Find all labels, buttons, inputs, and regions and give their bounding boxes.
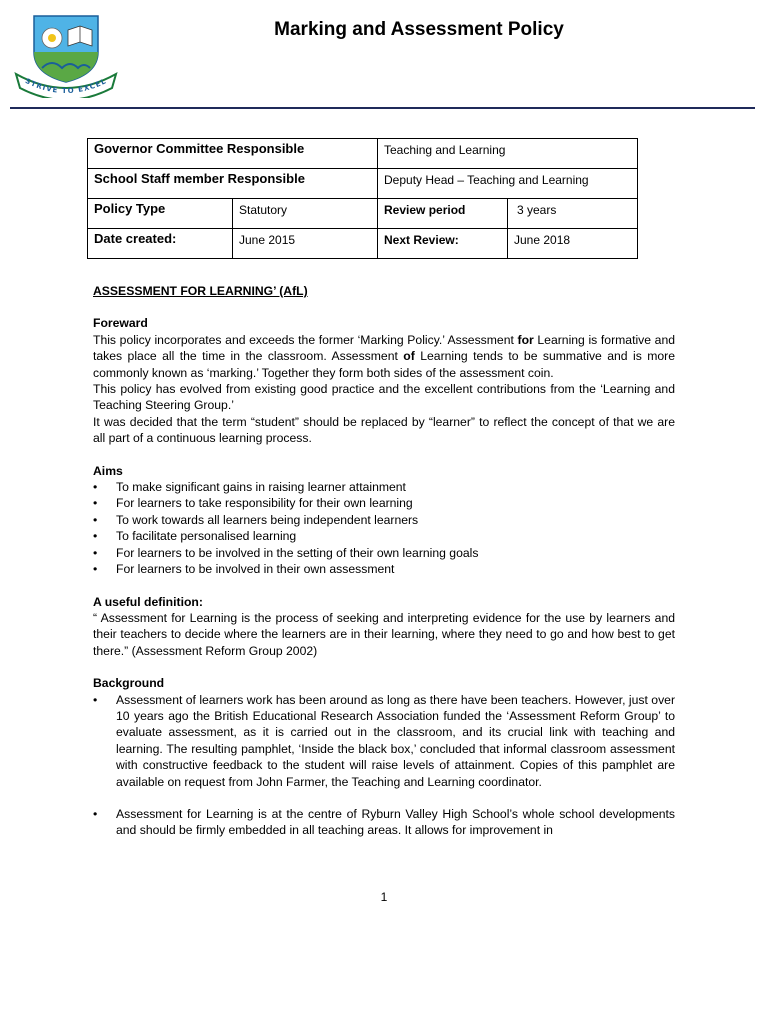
- policy-type-label: Policy Type: [88, 199, 233, 229]
- list-item: • For learners to be involved in the setting of their own learning goals: [93, 545, 479, 560]
- staff-value: Deputy Head – Teaching and Learning: [378, 169, 638, 199]
- policy-type-value: Statutory: [233, 199, 378, 229]
- bullet-icon: •: [93, 480, 98, 495]
- background-heading: Background: [93, 676, 165, 691]
- list-item: • For learners to be involved in their own assessment: [93, 562, 395, 577]
- page-title: Marking and Assessment Policy: [274, 19, 564, 40]
- list-item: • To make significant gains in raising learner attainment: [93, 480, 406, 495]
- list-item: • Assessment of learners work has been around as long as there have been teachers. However, just over 10 years ago the British Educational Research Association funded the ‘Assessment Reform Group’ to evaluate assessment, as it is carried out in the classroom, and its crucial link with teaching and learning. The resulting pamphlet, ‘Inside the black box,’ concluded that informal classroom assessment with constructive feedback to the student will raise levels of attainment. Copies of this pamphlet are available on request from John Farmer, the Teaching and Learning coordinator.: [93, 692, 675, 789]
- aims-heading: Aims: [93, 463, 123, 478]
- next-review-label: Next Review:: [378, 229, 508, 259]
- table-row: [88, 139, 638, 169]
- foreward-heading: Foreward: [93, 316, 148, 331]
- rose-icon: [42, 28, 62, 48]
- table-row: [88, 169, 638, 199]
- policy-body: [93, 283, 675, 839]
- policy-info-table: [87, 138, 638, 259]
- list-item: • To facilitate personalised learning: [93, 529, 297, 544]
- definition-heading: A useful definition:: [93, 594, 203, 609]
- bullet-icon: •: [93, 692, 98, 707]
- bullet-icon: •: [93, 545, 98, 560]
- school-logo: [12, 12, 120, 98]
- bullet-icon: •: [93, 496, 98, 511]
- logo-motto: STRIVE TO EXCEL: [23, 77, 109, 96]
- date-created-label: Date created:: [88, 229, 233, 259]
- next-review-value: June 2018: [508, 229, 638, 259]
- foreward-paragraph-1: This policy incorporates and exceeds the former ‘Marking Policy.’ Assessment for Learning is formative and takes place all the time in the classroom. Assessment of Learning tends to be summative and is more commonly known as ‘marking.’ Together they form both sides of the assessment coin.: [93, 332, 676, 380]
- review-period-label: Review period: [378, 199, 508, 229]
- foreward-paragraph-3: It was decided that the term “student” should be replaced by “learner” to reflect the concept of that we are all part of a continuous learning process.: [93, 414, 675, 446]
- bullet-icon: •: [93, 512, 98, 527]
- governor-value: Teaching and Learning: [378, 139, 638, 169]
- list-item: • Assessment for Learning is at the centre of Ryburn Valley High School’s whole school developments and should be firmly embedded in all teaching areas. It allows for improvement in: [93, 806, 675, 838]
- list-item: • To work towards all learners being independent learners: [93, 512, 419, 527]
- governor-label: Governor Committee Responsible: [88, 139, 378, 169]
- date-created-value: June 2015: [233, 229, 378, 259]
- definition-text: “ Assessment for Learning is the process of seeking and interpreting evidence for the use by learners and their teachers to decide where the learners are in their learning, where they need to go and how best to get there.” (Assessment Reform Group 2002): [93, 610, 675, 658]
- page-number: 1: [380, 890, 388, 904]
- review-period-value: 3 years: [508, 199, 638, 229]
- bullet-icon: •: [93, 529, 98, 544]
- table-row: [88, 229, 638, 259]
- header-divider: [10, 107, 755, 109]
- table-row: [88, 199, 638, 229]
- section-title: ASSESSMENT FOR LEARNING’ (AfL): [93, 284, 308, 298]
- bullet-icon: •: [93, 806, 98, 821]
- foreward-paragraph-2: This policy has evolved from existing good practice and the excellent contributions from the ‘Learning and Teaching Steering Group.’: [93, 382, 675, 413]
- staff-label: School Staff member Responsible: [88, 169, 378, 199]
- bullet-icon: •: [93, 562, 98, 577]
- list-item: • For learners to take responsibility for their own learning: [93, 496, 413, 511]
